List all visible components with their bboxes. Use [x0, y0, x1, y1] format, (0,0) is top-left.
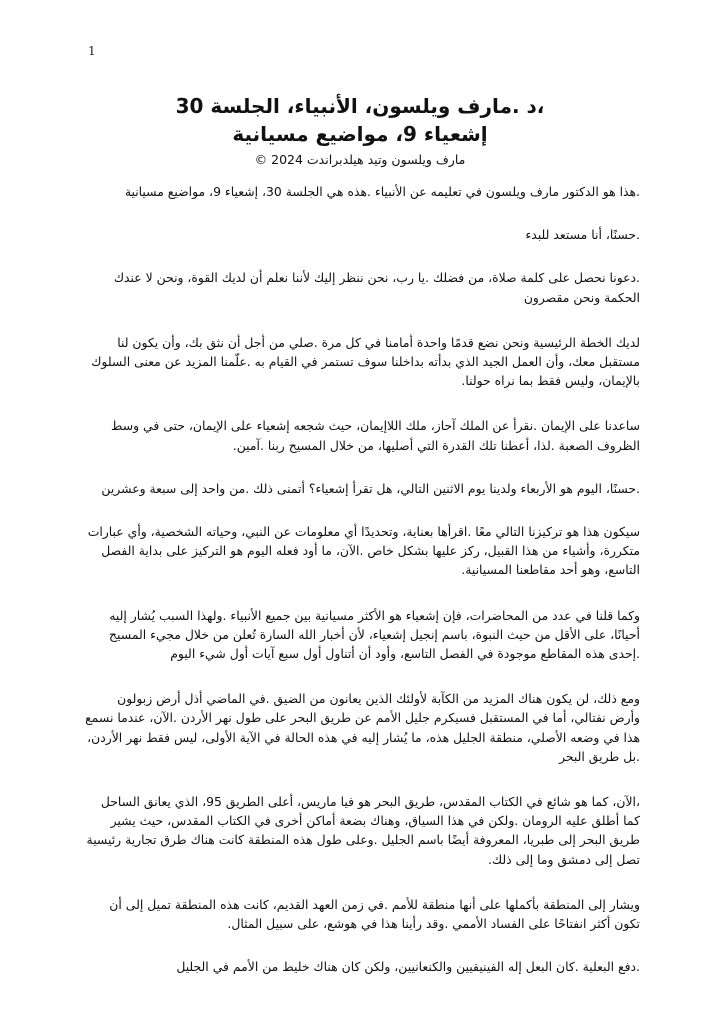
title-line-1: ،د .مارف ويلسون، الأنبياء، الجلسة 30: [175, 94, 545, 118]
paragraph-5: ساعدنا على الإيمان .نقرأ عن الملك آحاز، ملك اللاإيمان، حيث شجعه إشعياء على الإيمان، حتى في وسط الظروف الصعبة .لذا، أعطنا تلك القدرة التي أصليها، من خلال المسيح ربنا .آمين.: [110, 418, 640, 453]
paragraph-4: لديك الخطة الرئيسية ونحن نضع قدمًا واحدة أمامنا في كل مرة .صلي من أجل أن نثق بك، وأن يكون لنا مستقبل معك، وأن العمل الجيد الذي بدأته بداخلنا سوف تستمر في القيام به .علّمنا المزيد عن معنى السلوك بالإيمان، وليس فقط بما نراه حولنا.: [91, 334, 640, 389]
paragraph-12: .دفع البعلية .كان البعل إله الفينيقيين والكنعانيين، ولكن كان هناك خليط من الأمم في الجليل: [176, 959, 640, 975]
paragraph-8: وكما قلنا في عدد من المحاضرات، فإن إشعياء هو الأكثر مسيانية بين جميع الأنبياء .ولهذا السبب يُشار إليه أحيانًا، على الأقل من حيث النبوة، باسم إنجيل إشعياء، لأن أخبار الله السارة تُعلن من خلال مجيء المسيح .إحدى هذه المقاطع موجودة في الفصل التاسع، وأود أن أتناول أول سبع آيات أول شيء اليوم: [109, 607, 640, 662]
paragraph-7: سيكون هذا هو تركيزنا التالي معًا .اقرأها بعناية، وتحديدًا أي معلومات عن النبي، وحياته الشخصية، وأي عبارات متكررة، وأشياء من هذا القبيل، ركز عليها بشكل خاص .الآن، ما أود فعله اليوم هو التركيز على بداية الفصل التاسع، وهو أحد مقاطعنا المسيانية.: [87, 524, 640, 578]
paragraph-3: .دعونا نحصل على كلمة صلاة، من فضلك .يا رب، نحن ننظر إليك لأننا نعلم أن لديك القوة، ونحن لا عندك الحكمة ونحن مقصرون: [113, 270, 640, 305]
paragraph-6: .حسنًا، اليوم هو الأربعاء ولدينا يوم الاثنين التالي، هل تقرأ إشعياء؟ أتمنى ذلك .من واحد إلى سبعة وعشرين: [101, 480, 640, 496]
paragraph-2: .حسنًا، أنا مستعد للبدء: [525, 227, 640, 243]
paragraph-9: ومع ذلك، لن يكون هناك المزيد من الكآبة لأولئك الذين يعانون من الضيق .في الماضي أذل أرض زبولون وأرض نفتالي، أما في المستقبل فسيكرم جليل الأمم عن طريق البحر على طول نهر الأردن .الآن، عندما نسمع هذا في وضعه الأصلي، منطقة الجليل هذه، ما يُشار إليه في هذه الحالة في الآية الأولى، ليس فقط نهر الأردن، .بل طريق البحر: [85, 691, 640, 764]
copyright-line: مارف ويلسون وتيد هيلدبراندت 2024 ©: [254, 152, 466, 167]
paragraph-1: .هذا هو الدكتور مارف ويلسون في تعليمه عن الأنبياء .هذه هي الجلسة 30، إشعياء 9، مواضيع مسيانية: [124, 184, 640, 199]
paragraph-11: ويشار إلى المنطقة بأكملها على أنها منطقة للأمم .في زمن العهد القديم، كانت هذه المنطقة تميل إلى أن تكون أكثر انفتاحًا على الفساد الأممي .وقد رأينا هذا في هوشع، على سبيل المثال.: [109, 896, 640, 932]
document-body: [84, 182, 640, 976]
title-line-2: إشعياء 9، مواضيع مسيانية: [232, 122, 488, 146]
document-header: [80, 92, 640, 170]
page-number: 1: [88, 44, 96, 58]
paragraph-10: ،الآن، كما هو شائع في الكتاب المقدس، طريق البحر هو فيا ماريس، أعلى الطريق 95، الذي يعانق الساحل كما أطلق عليه الرومان .ولكن في هذا السياق، وهناك بضعة أماكن أخرى في الكتاب المقدس، حيث يشير طريق البحر إلى طبريا، المعروفة أيضًا باسم الجليل .وعلى طول هذه المنطقة كانت هناك طرق تجارية رئيسية تصل إلى دمشق وما إلى ذلك.: [86, 794, 640, 867]
